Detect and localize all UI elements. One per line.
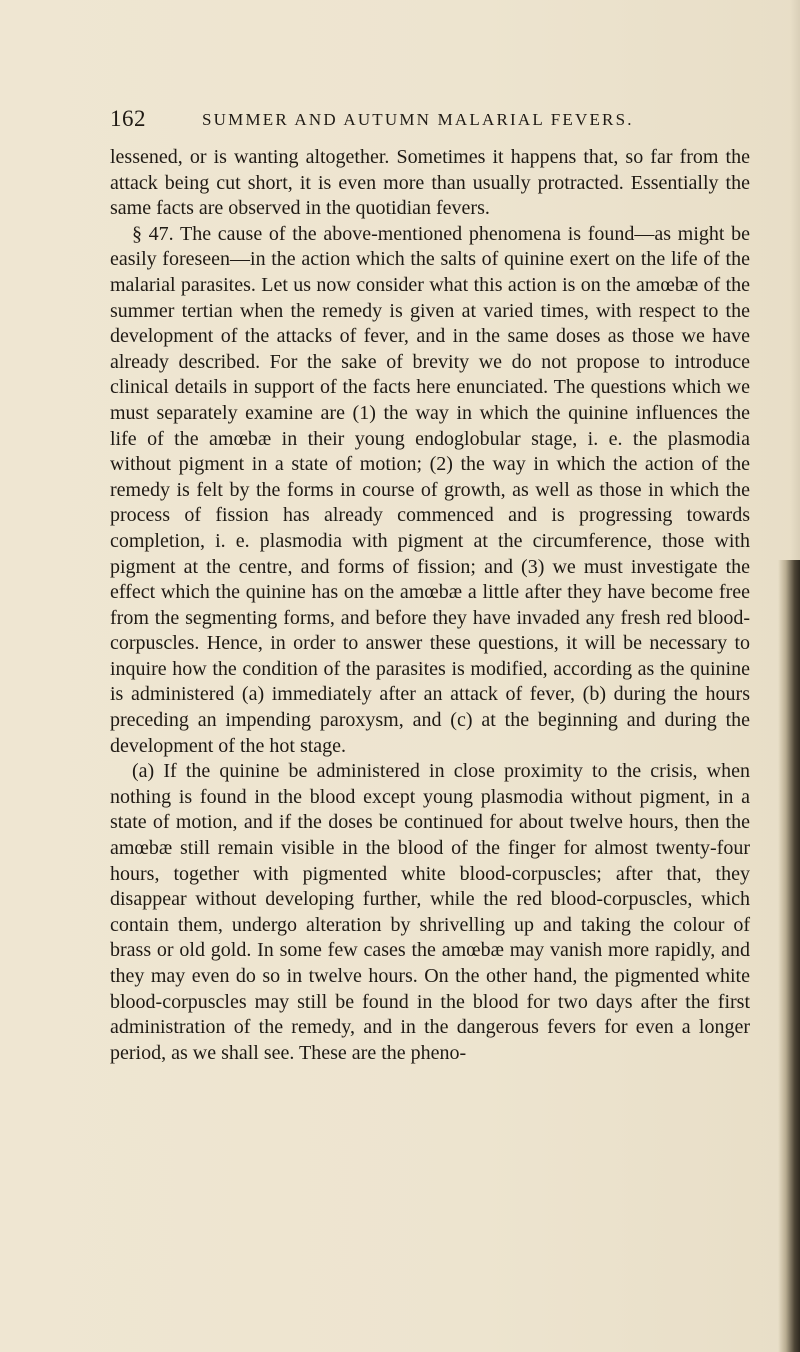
running-title: SUMMER AND AUTUMN MALARIAL FEVERS.: [202, 110, 634, 129]
paragraph-section-47: § 47. The cause of the above-mentioned phenomena is found—as might be easily foreseen—in the action which the salts of quinine exert on the life of the malarial parasites. Let us now consider what this action is on the amœbæ of the summer tertian when the remedy is given at varied times, with respect to the development of the attacks of fever, and in the same doses as those we have already described. For the sake of brevity we do not propose to introduce clinical details in support of the facts here enunciated. The questions which we must separately examine are (1) the way in which the quinine influences the life of the amœbæ in their young endoglobular stage, i. e. the plasmodia without pigment in a state of motion; (2) the way in which the action of the remedy is felt by the forms in course of growth, as well as those in which the process of fission has already commenced and is progressing towards completion, i. e. plasmodia with pigment at the circumference, those with pigment at the centre, and forms of fission; and (3) we must investigate the effect which the quinine has on the amœbæ a little after they have become free from the segmenting forms, and before they have invaded any fresh red blood-corpuscles. Hence, in order to answer these questions, it will be necessary to inquire how the condition of the parasites is modified, according as the quinine is administered (a) immediately after an attack of fever, (b) during the hours preceding an impending paroxysm, and (c) at the beginning and during the development of the hot stage.: [110, 222, 750, 757]
page-edge-shadow: [778, 560, 800, 1352]
body-text: [110, 145, 750, 1066]
page-header: [110, 106, 750, 136]
paragraph-continuation: lessened, or is wanting altogether. Sometimes it happens that, so far from the attack being cut short, it is even more than usually protracted. Essentially the same facts are observed in the quotidian fevers.: [110, 146, 750, 220]
page-edge-shadow-top: [790, 0, 800, 560]
paragraph-case-a: (a) If the quinine be administered in close proximity to the crisis, when nothing is found in the blood except young plasmodia without pigment, in a state of motion, and if the doses be continued for about twelve hours, then the amœbæ still remain visible in the blood of the finger for almost twenty-four hours, together with pigmented white blood-corpuscles; after that, they disappear without developing further, while the red blood-corpuscles, which contain them, undergo alteration by shrivelling up and taking the colour of brass or old gold. In some few cases the amœbæ may vanish more rapidly, and they may even do so in twelve hours. On the other hand, the pigmented white blood-corpuscles may still be found in the blood for two days after the first administration of the remedy, and in the dangerous fevers for even a longer period, as we shall see. These are the pheno-: [110, 760, 750, 1064]
page-number: 162: [110, 106, 146, 131]
